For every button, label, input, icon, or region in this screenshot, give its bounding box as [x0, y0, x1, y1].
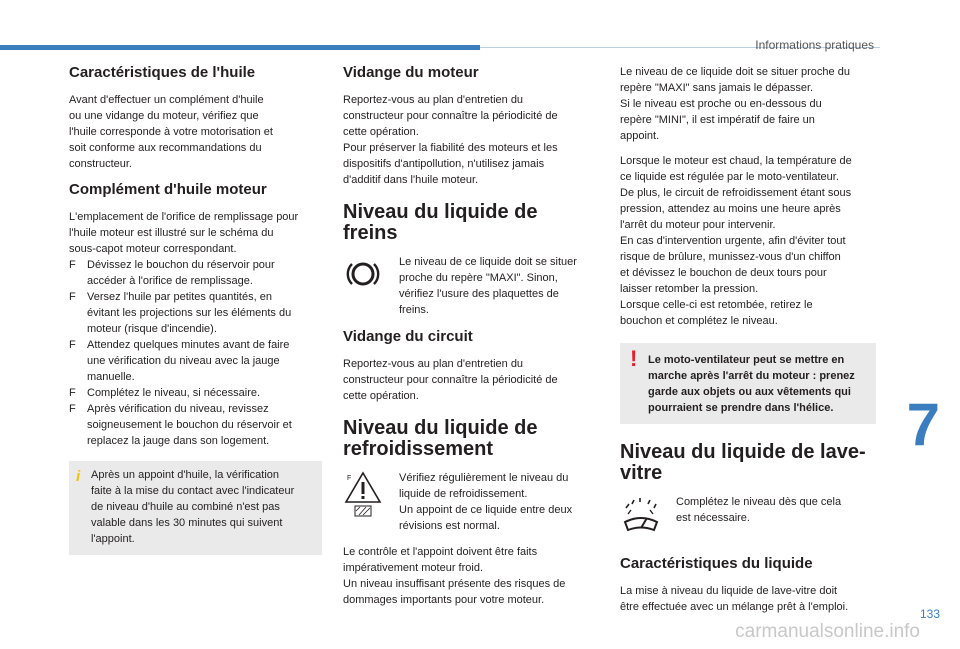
column-3: [620, 64, 876, 624]
column-2: [343, 64, 596, 617]
info-text: Après un appoint d'huile, la vérification faite à la mise du contact avec l'indicateur de niveau d'huile au combiné n'est pas valable dans les 30 minutes qui suivent l'appoint.: [91, 469, 295, 545]
info-icon: i: [76, 468, 81, 485]
heading-brake-fluid: Niveau du liquide de freins: [343, 201, 538, 244]
list-item: [69, 289, 322, 337]
heading-engine-drain: Vidange du moteur: [343, 64, 479, 81]
info-box: [69, 461, 322, 555]
text-washer-spec: La mise à niveau du liquide de lave-vitre doit être effectuée avec un mélange prêt à l'emploi.: [620, 585, 849, 613]
text-coolant-check: Vérifiez régulièrement le niveau du liquide de refroidissement. Un appoint de ce liquide entre deux révisions est normal.: [399, 472, 573, 532]
step-text: Versez l'huile par petites quantités, en évitant les projections sur les éléments du moteur (risque d'incendie).: [87, 291, 292, 335]
brake-fluid-icon: [343, 254, 399, 299]
heading-oil-topup: Complément d'huile moteur: [69, 181, 267, 198]
coolant-row: [343, 470, 596, 534]
text-coolant-hot: Lorsque le moteur est chaud, la température de ce liquide est régulée par le moto-ventilateur. De plus, le circuit de refroidissement étant sous pression, attendez au moins une heure après l'arrêt du moteur pour intervenir. En cas d'intervention urgente, afin d'éviter tout risque de brûlure, munissez-vous d'un chiffon et dévissez le bouchon de deux tours pour laisser retomber la pression. Lorsque celle-ci est retombée, retirez le bouchon et complétez le niveau.: [620, 155, 852, 327]
text-circuit-drain: Reportez-vous au plan d'entretien du constructeur pour connaître la périodicité de cette opération.: [343, 358, 558, 402]
warning-icon: !: [630, 346, 638, 371]
topup-steps: [69, 257, 322, 449]
page-number: 133: [919, 607, 940, 621]
text-washer-fluid: Complétez le niveau dès que cela est nécessaire.: [676, 496, 842, 524]
column-1: [69, 64, 322, 555]
heading-washer-spec: Caractéristiques du liquide: [620, 555, 813, 572]
heading-coolant: Niveau du liquide de refroidissement: [343, 417, 538, 460]
warning-text: Le moto-ventilateur peut se mettre en marche après l'arrêt du moteur : prenez garde aux objets ou aux vêtements qui pourraient se prendre dans l'hélice.: [648, 354, 855, 414]
text-brake-fluid: Le niveau de ce liquide doit se situer proche du repère "MAXI". Sinon, vérifiez l'usure des plaquettes de freins.: [399, 256, 577, 316]
step-text: Dévissez le bouchon du réservoir pour accéder à l'orifice de remplissage.: [87, 259, 275, 287]
brake-fluid-row: [343, 254, 596, 318]
bullet-mark: F: [69, 403, 76, 415]
step-text: Attendez quelques minutes avant de faire une vérification du niveau avec la jauge manuelle.: [87, 339, 290, 383]
coolant-icon-label: F: [347, 475, 352, 482]
washer-row: [620, 494, 876, 539]
list-item: [69, 257, 322, 289]
text-oil-characteristics: Avant d'effectuer un complément d'huile ou une vidange du moteur, vérifiez que l'huile corresponde à votre motorisation et soit conforme aux recommandations du constructeur.: [69, 94, 273, 170]
heading-washer-fluid: Niveau du liquide de lave- vitre: [620, 441, 866, 484]
list-item: [69, 401, 322, 449]
header-accent-bar: [0, 45, 480, 50]
coolant-warning-icon: [343, 470, 399, 523]
text-oil-topup: L'emplacement de l'orifice de remplissage pour l'huile moteur est illustré sur le schéma du sous-capot moteur correspondant.: [69, 211, 299, 255]
section-number: 7: [906, 391, 940, 458]
bullet-mark: F: [69, 291, 76, 303]
heading-oil-characteristics: Caractéristiques de l'huile: [69, 64, 256, 81]
windscreen-washer-icon: [620, 494, 676, 539]
text-coolant-cold: Le contrôle et l'appoint doivent être faits impérativement moteur froid. Un niveau insuffisant présente des risques de dommages importants pour votre moteur.: [343, 546, 566, 606]
list-item: [69, 337, 322, 385]
running-head: Informations pratiques: [755, 38, 874, 52]
bullet-mark: F: [69, 259, 76, 271]
watermark: carmanualsonline.info: [735, 621, 920, 642]
warning-box: [620, 343, 876, 424]
text-coolant-level: Le niveau de ce liquide doit se situer proche du repère "MAXI" sans jamais le dépasser. Si le niveau est proche ou en-dessous du repère "MINI", il est impératif de faire un appoint.: [620, 66, 850, 142]
heading-circuit-drain: Vidange du circuit: [343, 328, 473, 345]
list-item: [69, 385, 322, 401]
text-engine-drain: Reportez-vous au plan d'entretien du constructeur pour connaître la périodicité de cette opération. Pour préserver la fiabilité des moteurs et les dispositifs d'antipollution, n'utilisez jamais d'additif dans l'huile moteur.: [343, 94, 558, 186]
bullet-mark: F: [69, 339, 76, 351]
step-text: Complétez le niveau, si nécessaire.: [87, 387, 261, 399]
bullet-mark: F: [69, 387, 76, 399]
step-text: Après vérification du niveau, revissez soigneusement le bouchon du réservoir et replacez la jauge dans son logement.: [87, 403, 292, 447]
